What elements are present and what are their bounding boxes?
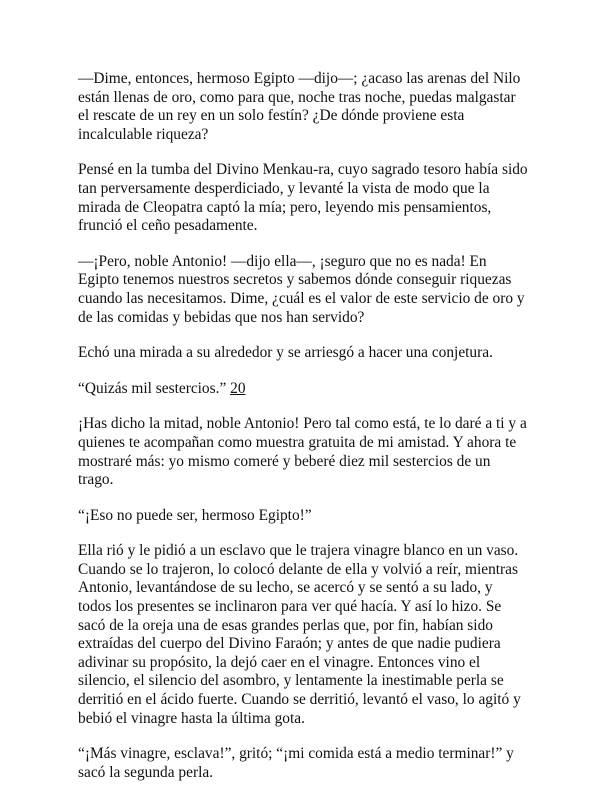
paragraph-3: —¡Pero, noble Antonio! —dijo ella—, ¡seguro que no es nada! En Egipto tenemos nuestros secretos y sabemos dónde conseguir riquezas cuando las necesitamos. Dime, ¿cuál es el valor de este servicio de oro y de las comidas y bebidas que nos han servido? — [78, 252, 525, 326]
paragraph-quote — [78, 380, 528, 399]
paragraph-9: “¡Más vinagre, esclava!”, gritó; “¡mi comida está a medio terminar!” y sacó la segunda perla. — [78, 745, 514, 781]
paragraph-6: ¡Has dicho la mitad, noble Antonio! Pero tal como está, te lo daré a ti y a quienes te acompañan como muestra gratuita de mi amistad. Y ahora te mostraré más: yo mismo comeré y beberé diez mil sestercios de un trago. — [78, 415, 527, 489]
paragraph-7: “¡Eso no puede ser, hermoso Egipto!” — [78, 506, 312, 524]
paragraph-4: Echó una mirada a su alrededor y se arriesgó a hacer una conjetura. — [78, 344, 493, 362]
paragraph-2: Pensé en la tumba del Divino Menkau-ra, cuyo sagrado tesoro había sido tan perversamente desperdiciado, y levanté la vista de modo que la mirada de Cleopatra captó la mía; pero, leyendo mis pensamientos, frunció el ceño pesadamente. — [78, 161, 528, 235]
paragraph-8: Ella rió y le pidió a un esclavo que le trajera vinagre blanco en un vaso. Cuando se lo trajeron, lo colocó delante de ella y volvió a reír, mientras Antonio, levantándose de su lecho, se acercó y se sentó a su lado, y todos los presentes se inclinaron para ver qué hacía. Y así lo hizo. Se sacó de la oreja una de esas grandes perlas que, por fin, habían sido extraídas del cuerpo del Divino Faraón; y antes de que nadie pudiera adivinar su propósito, la dejó caer en el vinagre. Entonces vino el silencio, el silencio del asombro, y lentamente la inestimable perla se derritió en el ácido fuerte. Cuando se derritió, levantó el vaso, lo agitó y bebió el vinagre hasta la última gota. — [78, 542, 521, 727]
footnote-link[interactable]: 20 — [230, 379, 246, 397]
paragraph-1: —Dime, entonces, hermoso Egipto —dijo—; ¿acaso las arenas del Nilo están llenas de oro, como para que, noche tras noche, puedas malgastar el rescate de un rey en un solo festín? ¿De dónde proviene esta incalculable riqueza? — [78, 70, 521, 143]
quote-text: “Quizás mil sestercios.” — [78, 379, 231, 397]
page-text — [78, 70, 528, 799]
